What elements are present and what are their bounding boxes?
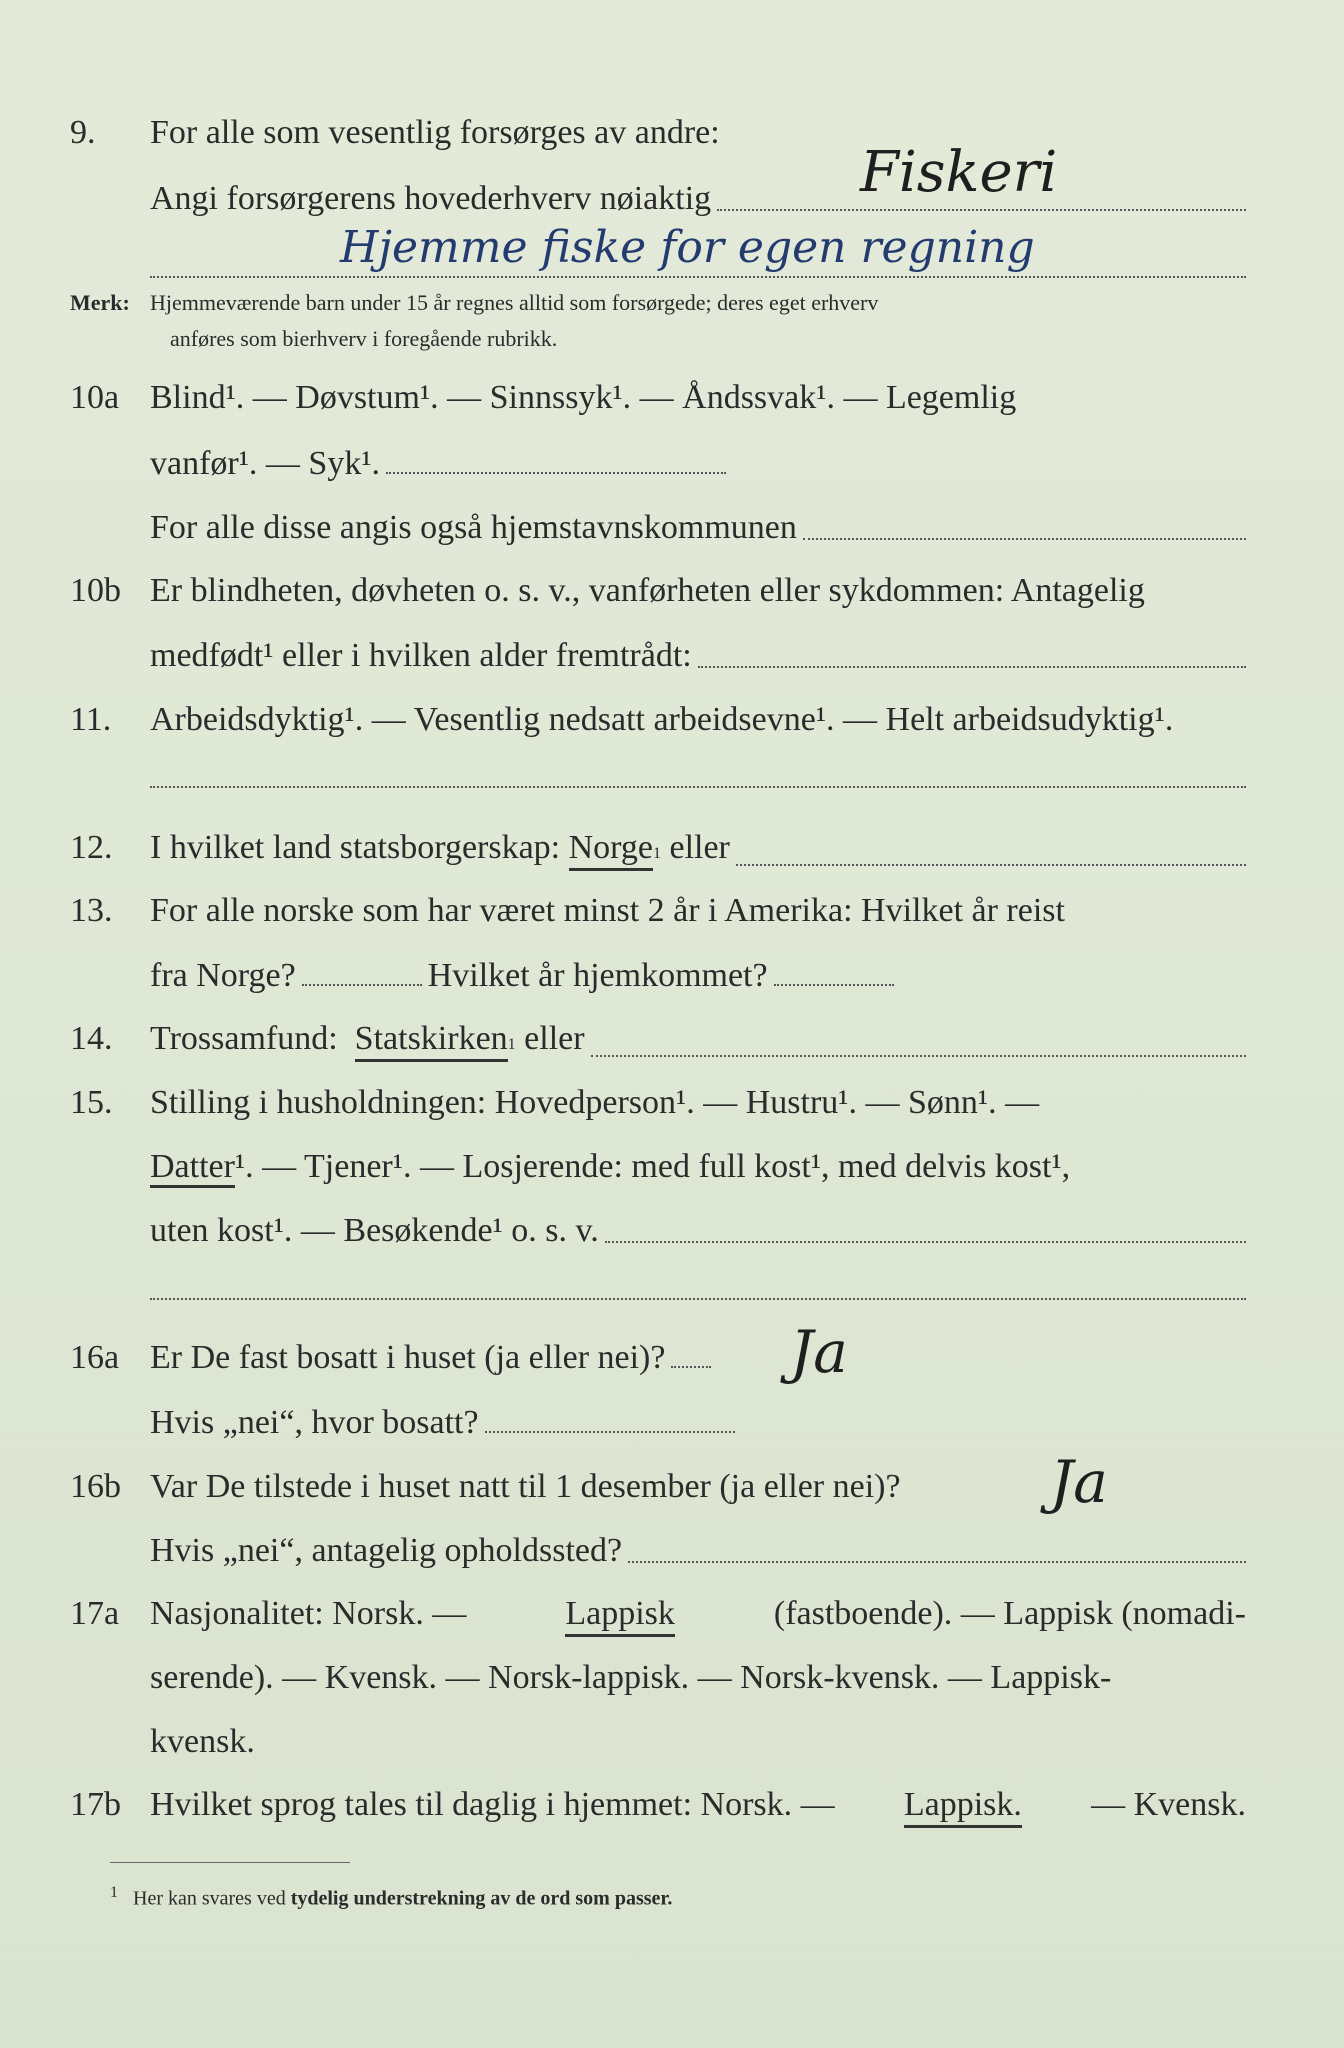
q15-number: 15. (70, 1084, 113, 1121)
q10a-hometown-line[interactable] (803, 538, 1246, 540)
q10b-line2-text: medfødt¹ eller i hvilken alder fremtrådt: (150, 637, 692, 674)
q10a-line2-field (150, 444, 1246, 484)
q11-answer-line[interactable] (150, 786, 1246, 788)
q16a-line2-field (150, 1403, 1246, 1443)
q10a-line2-text: vanfør¹. — Syk¹. (150, 445, 381, 482)
q16b-prompt: Var De tilstede i huset natt til 1 desember (ja eller nei)? (150, 1468, 901, 1505)
q13-number: 13. (70, 892, 113, 929)
q13-left-line[interactable] (302, 984, 422, 986)
q17b-suffix: — Kvensk. (1091, 1786, 1246, 1823)
q10b-answer-line[interactable] (698, 666, 1246, 668)
q14-answer-line[interactable] (591, 1055, 1246, 1057)
q15-answer-line[interactable] (605, 1241, 1246, 1243)
q17b-number: 17b (70, 1786, 121, 1823)
q17a-line3-text: kvensk. (150, 1723, 255, 1760)
q16a-answer-line[interactable] (671, 1366, 711, 1368)
q15-line3-text: uten kost¹. — Besøkende¹ o. s. v. (150, 1212, 599, 1249)
footnote-bold-text: tydelig understrekning av de ord som passer. (290, 1887, 673, 1910)
q9-line2-field (150, 179, 1246, 219)
q14-option-statskirken: Statskirken (355, 1019, 508, 1062)
footnote-divider (110, 1862, 350, 1863)
q9-handwritten-answer1: Fiskeri (860, 140, 1058, 205)
q10b-number: 10b (70, 572, 121, 609)
q12-field: I hvilket land statsborgerskap: Norge 1 eller (150, 828, 1246, 874)
q13-right-line[interactable] (774, 984, 894, 986)
q17a-prefix: Nasjonalitet: Norsk. — (150, 1595, 467, 1632)
q16a-line2-text: Hvis „nei“, hvor bosatt? (150, 1404, 479, 1441)
q17a-suffix: (fastboende). — Lappisk (nomadi- (773, 1595, 1246, 1632)
note-line1: Hjemmeværende barn under 15 år regnes alltid som forsørgede; deres eget erhverv (150, 290, 879, 315)
q13-line2-field (150, 956, 1246, 996)
q15-answer-line2[interactable] (150, 1298, 1246, 1300)
q17b-option-lappisk: Lappisk. (904, 1785, 1022, 1828)
q16b-number: 16b (70, 1468, 121, 1505)
footnote-text: Her kan svares ved (133, 1887, 286, 1910)
q16b-handwritten-answer: Ja (1050, 1448, 1108, 1516)
q15-line2-field (150, 1147, 1246, 1187)
q16b-answer-line[interactable] (628, 1561, 1246, 1563)
footnote-marker: 1 (110, 1884, 118, 1901)
q14-eller: eller (524, 1020, 585, 1057)
footnote (110, 1884, 672, 1911)
q10b-text: Er blindheten, døvheten o. s. v., vanførheten eller sykdommen: Antagelig (150, 572, 1145, 609)
q10b-line2-field (150, 636, 1246, 676)
q12-number: 12. (70, 829, 113, 866)
q9-handwritten-answer2: Hjemme fiske for egen regning (340, 222, 1035, 273)
q16a-where-line[interactable] (485, 1431, 735, 1433)
note-line2: anføres som bierhverv i foregående rubrikk. (170, 326, 558, 351)
q16b-line2-text: Hvis „nei“, antagelig opholdssted? (150, 1532, 623, 1569)
q16b-line2-field (150, 1531, 1246, 1571)
q11-number: 11. (70, 701, 112, 738)
q10a-number: 10a (70, 379, 120, 416)
q17a-line2-text: serende). — Kvensk. — Norsk-lappisk. — Norsk-kvensk. — Lappisk- (150, 1659, 1112, 1696)
q15-line2-rest: ¹. — Tjener¹. — Losjerende: med full kost¹, med delvis kost¹, (234, 1148, 1071, 1185)
q10a-line3-field (150, 508, 1246, 548)
q13-left-prompt: fra Norge? (150, 957, 296, 994)
q14-prompt: Trossamfund: (150, 1020, 338, 1057)
q14-number: 14. (70, 1020, 113, 1057)
q17b-prefix: Hvilket sprog tales til daglig i hjemmet: Norsk. — (150, 1786, 835, 1823)
q15-text: Stilling i husholdningen: Hovedperson¹. — Hustru¹. — Sønn¹. — (150, 1084, 1040, 1121)
q16a-number: 16a (70, 1339, 120, 1376)
q9-answer-line[interactable] (717, 209, 1246, 211)
q10a-answer-line[interactable] (386, 472, 726, 474)
q16a-prompt: Er De fast bosatt i huset (ja eller nei)? (150, 1339, 666, 1376)
q17b-field (150, 1785, 1246, 1828)
q9-number: 9. (70, 114, 96, 151)
q17a-option-lappisk: Lappisk (565, 1594, 675, 1637)
q9-text: For alle som vesentlig forsørges av andre: (150, 114, 720, 151)
q11-text: Arbeidsdyktig¹. — Vesentlig nedsatt arbeidsevne¹. — Helt arbeidsudyktig¹. (150, 701, 1174, 738)
q13-text: For alle norske som har været minst 2 år i Amerika: Hvilket år reist (150, 892, 1065, 929)
q12-option-norge: Norge (569, 828, 653, 871)
q16a-field (150, 1338, 1246, 1378)
q10a-text: Blind¹. — Døvstum¹. — Sinnssyk¹. — Åndssvak¹. — Legemlig (150, 379, 1017, 416)
q9-prompt: Angi forsørgerens hovederhverv nøiaktig (150, 180, 712, 217)
q13-right-prompt: Hvilket år hjemkommet? (427, 957, 768, 994)
q14-field: Trossamfund: Statskirken 1 eller (150, 1019, 1246, 1065)
q12-prompt: I hvilket land statsborgerskap: (150, 829, 561, 866)
note-label: Merk: (70, 290, 130, 315)
q17a-number: 17a (70, 1595, 120, 1632)
q12-answer-line[interactable] (736, 864, 1246, 866)
q15-option-datter: Datter (150, 1148, 235, 1188)
q16a-handwritten-answer: Ja (790, 1318, 848, 1386)
q17a-field (150, 1594, 1246, 1637)
q12-eller: eller (669, 829, 730, 866)
q10a-line3-text: For alle disse angis også hjemstavnskommunen (150, 509, 797, 546)
q9-answer-line2 (150, 276, 1246, 278)
q15-line3-field (150, 1211, 1246, 1251)
